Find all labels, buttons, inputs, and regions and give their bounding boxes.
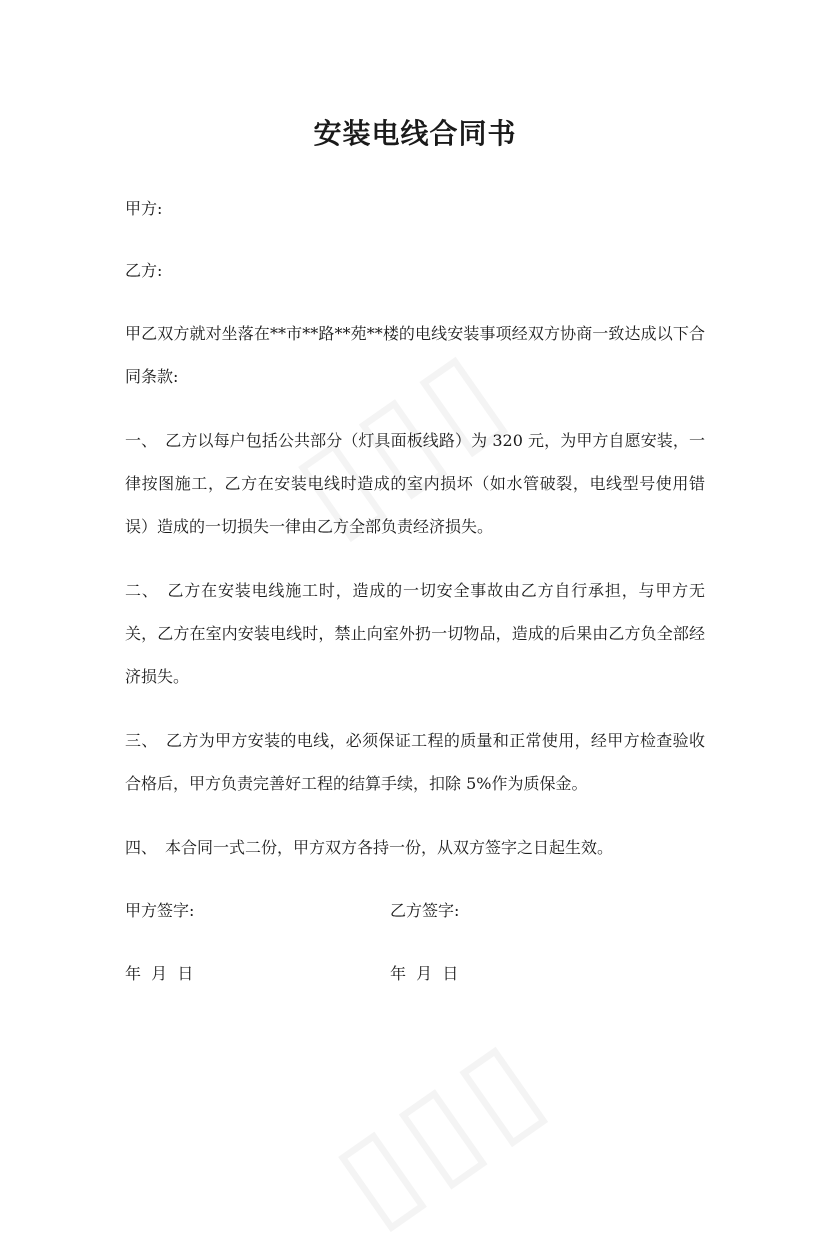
document-title: 安装电线合同书 [313,117,517,150]
party-a-label: 甲方: [125,199,163,218]
clause-3: 三、 乙方为甲方安装的电线，必须保证工程的质量和正常使用，经甲方检查验收合格后，甲方负责完善好工程的结算手续，扣除 5%作为质保金。 [125,731,705,793]
clause-1: 一、 乙方以每户包括公共部分（灯具面板线路）为 320 元，为甲方自愿安装，一律按图施工，乙方在安装电线时造成的室内损坏（如水管破裂，电线型号使用错误）造成的一切损失一律由乙方全部负责经济损失。 [125,431,705,536]
intro-paragraph: 甲乙双方就对坐落在**市**路**苑**楼的电线安装事项经双方协商一致达成以下合同条款: [125,324,705,386]
date-a: 年 月 日 [125,964,194,983]
signature-b-label: 乙方签字: [390,901,460,920]
watermark [310,1009,572,1250]
date-b: 年 月 日 [390,964,459,983]
party-b-label: 乙方: [125,261,163,280]
clause-2: 二、 乙方在安装电线施工时，造成的一切安全事故由乙方自行承担，与甲方无关，乙方在室内安装电线时，禁止向室外扔一切物品，造成的后果由乙方负全部经济损失。 [125,581,705,686]
clause-4: 四、 本合同一式二份，甲方双方各持一份，从双方签字之日起生效。 [125,838,614,857]
signature-a-label: 甲方签字: [125,901,195,920]
